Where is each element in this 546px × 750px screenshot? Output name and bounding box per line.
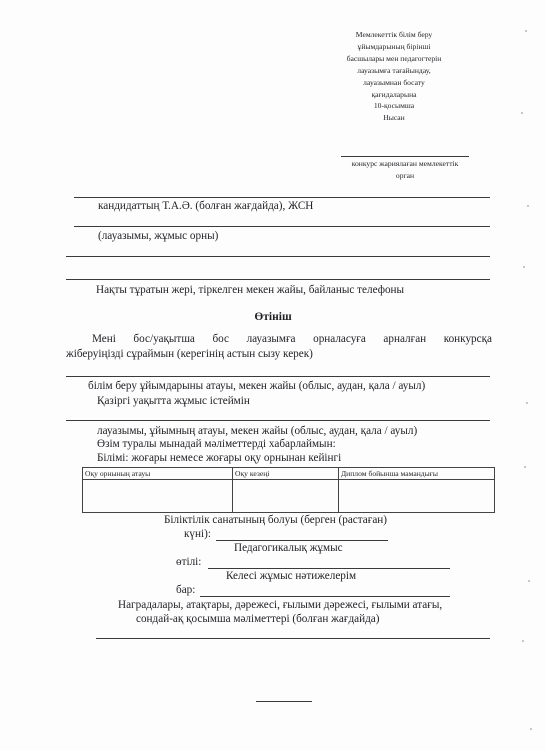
header-line: басшылары мен педагогтерін: [346, 53, 442, 63]
table-header-row: [83, 468, 495, 480]
results-line[interactable]: [200, 596, 450, 597]
scan-speck: [528, 580, 530, 582]
table-row: [83, 480, 495, 513]
document-title: Өтініш: [254, 311, 292, 323]
pedagogical-label: Педагогикалық жұмыс: [234, 542, 343, 554]
current-work: Қазіргі уақытта жұмыс істеймін: [97, 395, 250, 407]
scan-speck: [527, 205, 529, 207]
table-header-cell: Диплом бойынша мамандығы: [339, 468, 495, 480]
header-line: қағидаларына: [371, 89, 417, 99]
signature-line[interactable]: [256, 701, 312, 702]
awards-label: Наградалары, атақтары, дәрежесі, ғылыми дәрежесі, ғылыми атағы,: [118, 599, 443, 611]
name-line[interactable]: [74, 197, 490, 198]
header-line: лауазымнан босату: [363, 77, 425, 87]
table-header-cell: Оқу орнының атауы: [83, 468, 233, 480]
header-line: 10-қосымша: [373, 101, 415, 111]
name-caption: кандидаттың Т.А.Ә. (болған жағдайда), ЖСН: [98, 200, 314, 212]
annex-header: [318, 29, 470, 124]
header-line: ұйымдарының бірінші: [357, 41, 431, 51]
pedagogical-experience-line[interactable]: [208, 568, 450, 569]
current-work-line[interactable]: [66, 420, 490, 421]
table-cell[interactable]: [233, 480, 339, 513]
scan-speck: [522, 640, 524, 642]
qualification-date-label: күні):: [184, 528, 211, 540]
request-text-2: жіберуіңізді сұраймын (керегінің астын сызу керек): [66, 348, 313, 360]
address-line[interactable]: [66, 279, 490, 280]
results-label: Келесі жұмыс нәтижелерім: [226, 570, 357, 582]
position-line[interactable]: [74, 226, 490, 227]
organ-caption-2: орган: [395, 171, 415, 180]
address-caption: Нақты тұратын жері, тіркелген мекен жайы, байланыс телефоны: [96, 284, 405, 296]
table-header-cell: Оқу кезеңі: [233, 468, 339, 480]
qualification-label: Біліктілік санатының болуы (берген (растаған): [164, 514, 388, 526]
about-me: Өзім туралы мынадай мәліметтерді хабарлаймын:: [97, 438, 336, 450]
organ-caption: конкурс жариялаған мемлекеттік: [351, 159, 459, 168]
org-caption-2: лауазымы, ұйымның атауы, мекен жайы (облыс, аудан, қала / ауыл): [97, 425, 418, 437]
scan-speck: [521, 112, 523, 114]
position-caption: (лауазымы, жұмыс орны): [98, 230, 219, 242]
scan-speck: [525, 30, 527, 32]
org-caption: білім беру ұйымдарыны атауы, мекен жайы (облыс, аудан, қала / ауыл): [88, 380, 426, 392]
scan-speck: [526, 402, 528, 404]
header-line: Мемлекеттік білім беру: [355, 30, 433, 39]
scan-speck: [524, 466, 526, 468]
scan-speck: [523, 266, 525, 268]
education-label: Білімі: жоғары немесе жоғары оқу орнынан кейінгі: [97, 452, 342, 464]
education-table: [82, 467, 495, 513]
awards-label-2: сондай-ақ қосымша мәліметтері (болған жағдайда): [136, 613, 380, 625]
header-line: Нысан: [383, 113, 405, 123]
scan-speck: [530, 728, 532, 730]
table-cell[interactable]: [339, 480, 495, 513]
header-line: лауазымға тағайындау,: [357, 65, 431, 75]
table-cell[interactable]: [83, 480, 233, 513]
results-bar-label: бар:: [176, 584, 196, 596]
awards-line[interactable]: [96, 638, 490, 639]
org-line[interactable]: [66, 376, 490, 377]
pedagogical-experience-label: өтілі:: [176, 556, 202, 568]
extra-line[interactable]: [66, 256, 490, 257]
qualification-date-line[interactable]: [216, 540, 388, 541]
request-text-1: Мені бос/уақытша бос лауазымға орналасуға арналған конкурсқа: [92, 333, 492, 345]
organ-line[interactable]: [341, 156, 469, 157]
